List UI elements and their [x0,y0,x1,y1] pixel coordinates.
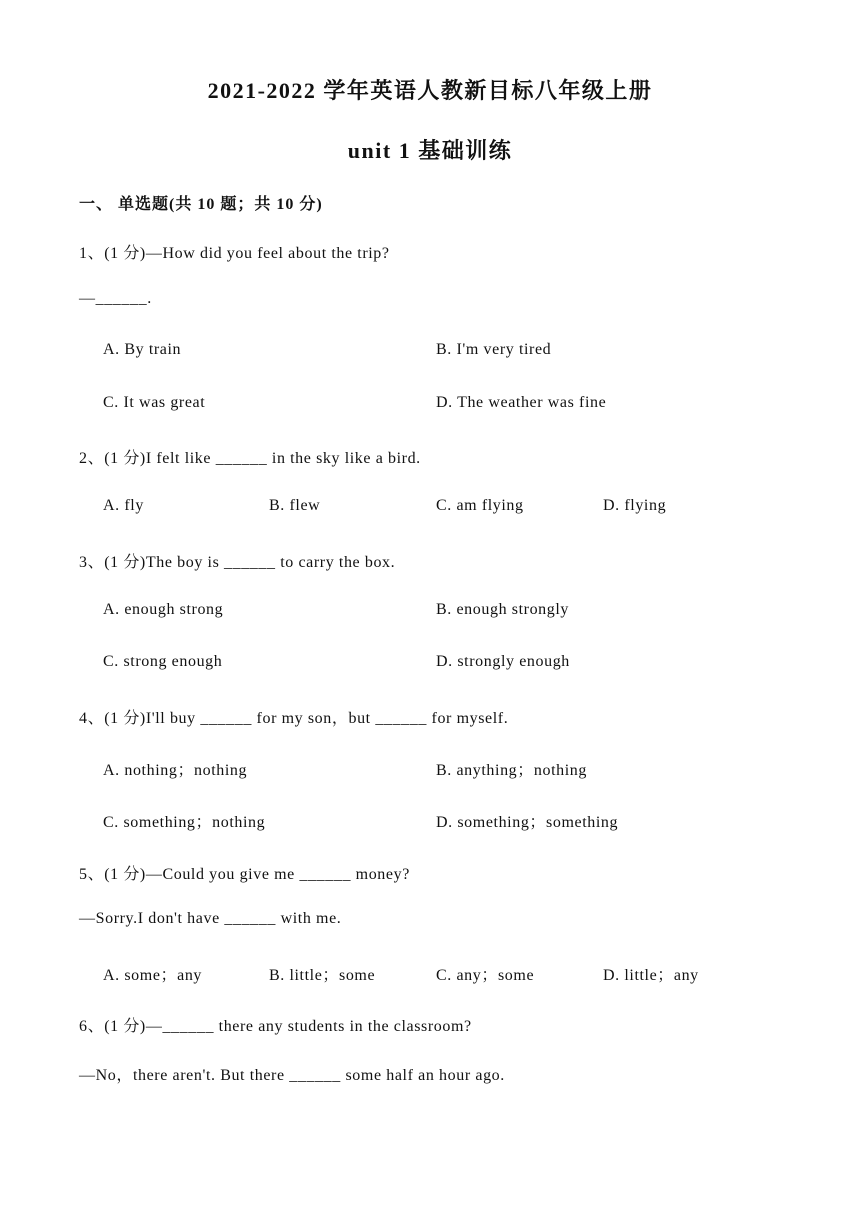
question-5-option-b[interactable]: B. little；some [269,967,376,984]
question-2-option-d[interactable]: D. flying [603,497,667,514]
question-2-stem: 2、(1 分)I felt like ______ in the sky like a bird. [79,450,421,467]
question-1-answer-line: —______. [79,290,152,307]
question-2-option-c[interactable]: C. am flying [436,497,524,514]
question-1-stem: 1、(1 分)—How did you feel about the trip? [79,245,390,262]
question-4-option-b[interactable]: B. anything；nothing [436,762,587,779]
question-2-option-a[interactable]: A. fly [103,497,144,514]
question-2-option-b[interactable]: B. flew [269,497,321,514]
question-6-dialogue-line: —No，there aren't. But there ______ some half an hour ago. [79,1067,505,1084]
question-3-option-a[interactable]: A. enough strong [103,601,224,618]
question-4-option-d[interactable]: D. something；something [436,814,619,831]
question-1-option-d[interactable]: D. The weather was fine [436,394,607,411]
question-5-option-a[interactable]: A. some；any [103,967,203,984]
question-4-option-c[interactable]: C. something；nothing [103,814,266,831]
question-5-option-d[interactable]: D. little；any [603,967,699,984]
question-5-stem: 5、(1 分)—Could you give me ______ money? [79,866,410,883]
question-4-option-a[interactable]: A. nothing；nothing [103,762,248,779]
question-1-option-b[interactable]: B. I'm very tired [436,341,552,358]
question-5-dialogue-line: —Sorry.I don't have ______ with me. [79,910,342,927]
question-5-option-c[interactable]: C. any；some [436,967,535,984]
question-3-stem: 3、(1 分)The boy is ______ to carry the box. [79,554,396,571]
question-3-option-b[interactable]: B. enough strongly [436,601,570,618]
question-1-option-c[interactable]: C. It was great [103,394,206,411]
question-6-stem: 6、(1 分)—______ there any students in the classroom? [79,1018,472,1035]
question-3-option-d[interactable]: D. strongly enough [436,653,570,670]
question-3-option-c[interactable]: C. strong enough [103,653,223,670]
question-4-stem: 4、(1 分)I'll buy ______ for my son，but ______ for myself. [79,710,509,727]
document-subtitle: unit 1 基础训练 [347,138,513,163]
section-heading: 一、 单选题(共 10 题；共 10 分) [79,196,323,213]
document-title: 2021-2022 学年英语人教新目标八年级上册 [207,78,653,103]
question-1-option-a[interactable]: A. By train [103,341,182,358]
